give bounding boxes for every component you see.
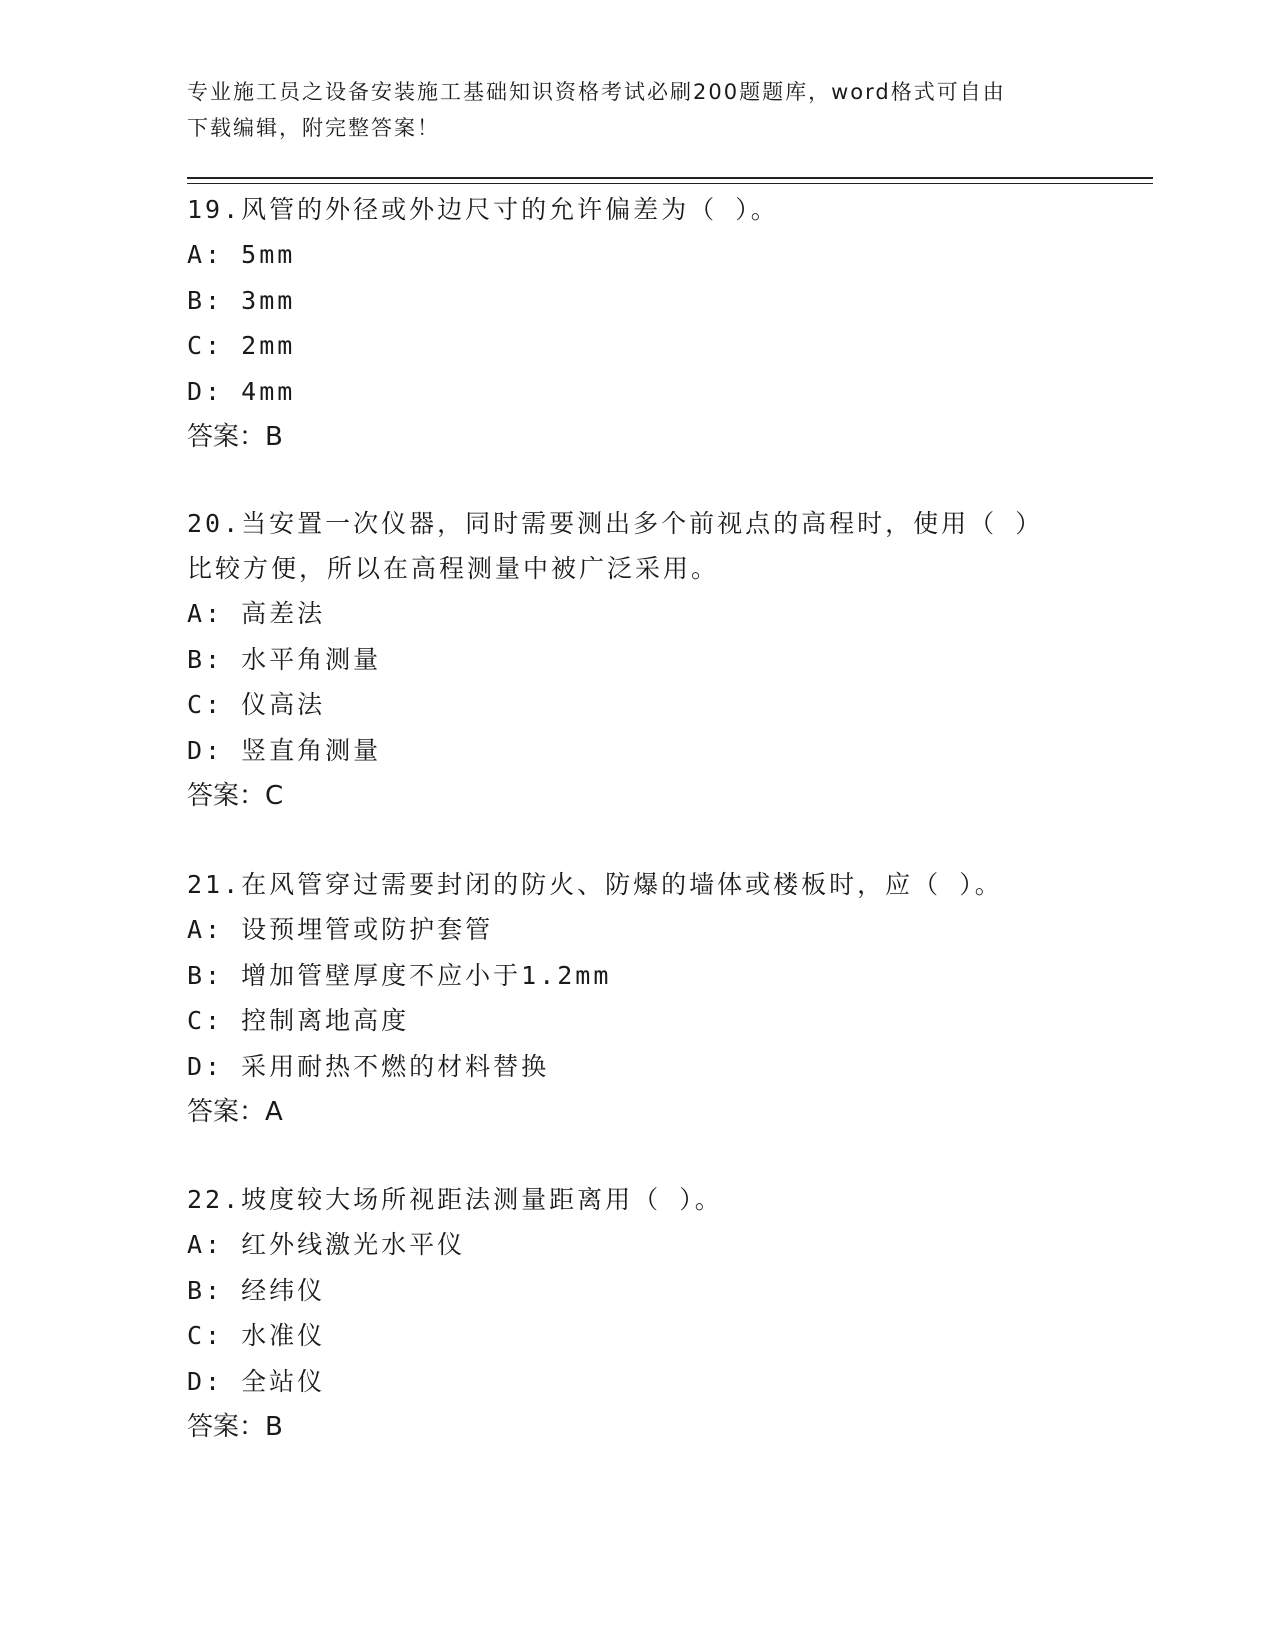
option-d: D: 竖直角测量 (187, 735, 382, 765)
answer: 答案：A (187, 1097, 283, 1127)
option-c: C: 仪高法 (187, 690, 326, 719)
question-stem: 20.当安置一次仪器，同时需要测出多个前视点的高程时，使用（ ） (187, 509, 1044, 538)
option-a: A: 5mm (187, 240, 296, 269)
question-19 (187, 187, 1067, 460)
option-c: C: 水准仪 (187, 1321, 326, 1350)
option-d: D: 全站仪 (187, 1366, 326, 1396)
header-line-2: 下载编辑，附完整答案！ (187, 116, 440, 140)
question-stem: 21.在风管穿过需要封闭的防火、防爆的墙体或楼板时，应（ ）。 (187, 870, 1003, 899)
question-21 (187, 862, 1067, 1135)
option-b: B: 增加管壁厚度不应小于1.2mm (187, 960, 612, 990)
answer: 答案：B (187, 422, 283, 452)
option-d: D: 4mm (187, 376, 296, 406)
header-divider-thick (187, 177, 1153, 179)
option-a: A: 高差法 (187, 599, 326, 628)
question-stem: 19.风管的外径或外边尺寸的允许偏差为（ ）。 (187, 195, 779, 224)
option-b: B: 经纬仪 (187, 1275, 326, 1305)
option-d: D: 采用耐热不燃的材料替换 (187, 1051, 550, 1081)
option-b: B: 水平角测量 (187, 644, 382, 674)
option-c: C: 2mm (187, 331, 296, 360)
answer: 答案：C (187, 781, 284, 811)
option-c: C: 控制离地高度 (187, 1006, 410, 1035)
header-divider-thin (187, 183, 1153, 184)
question-stem-continued: 比较方便，所以在高程测量中被广泛采用。 (187, 554, 720, 583)
option-a: A: 红外线激光水平仪 (187, 1230, 466, 1259)
option-b: B: 3mm (187, 285, 296, 315)
document-header (187, 74, 1067, 146)
question-22 (187, 1177, 1067, 1450)
question-stem: 22.坡度较大场所视距法测量距离用（ ）。 (187, 1185, 723, 1214)
question-20 (187, 501, 1067, 819)
header-line-1: 专业施工员之设备安装施工基础知识资格考试必刷200题题库，word格式可自由 (187, 80, 1006, 104)
answer: 答案：B (187, 1412, 283, 1442)
option-a: A: 设预埋管或防护套管 (187, 915, 494, 944)
